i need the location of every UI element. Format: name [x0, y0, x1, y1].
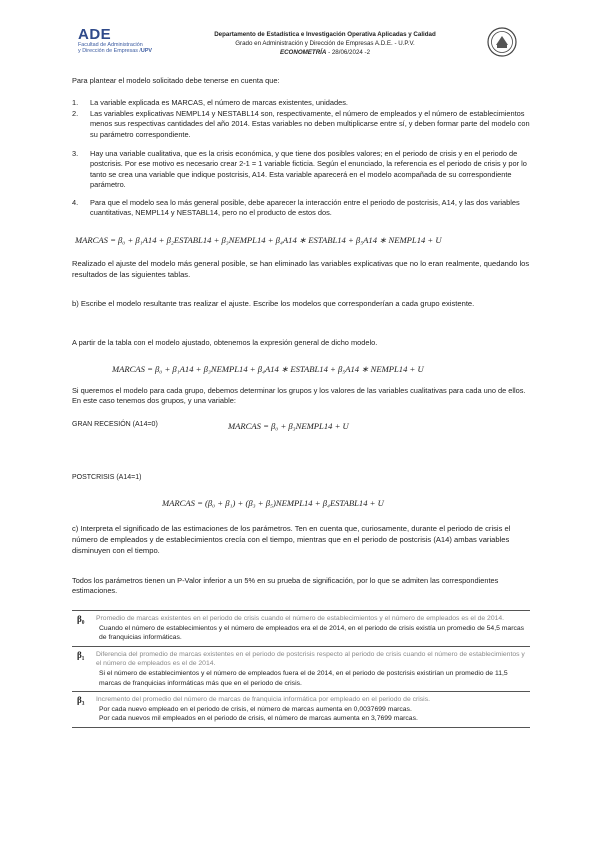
faculty-logo [78, 27, 168, 67]
parameter-symbol: β₀ [77, 614, 85, 624]
logo-ade-text: ADE [78, 26, 112, 43]
group-recession-label: GRAN RECESIÓN (A14=0) [72, 421, 158, 428]
pvalue-paragraph: Todos los parámetros tienen un P-Valor inferior a un 5% en su prueba de significación, por lo que se admiten las correspondientes estimaciones. [72, 576, 499, 596]
item-text-4: Para que el modelo sea lo más general posible, debe aparecer la interacción entre el periodo de postcrisis, A14, y las dos variables cuantitativas, NEMPL14 y NESTABL14, pero no el producto de estos dos. [90, 198, 520, 218]
item-number-3: 3. [72, 149, 79, 158]
question-c: c) Interpreta el significado de las estimaciones de los parámetros. Ten en cuenta que, curiosamente, durante el periodo de crisis el número de empleados y de establecimientos crecía con el tiempo, mientras que en el periodo de postcrisis (A14) ambas variables disminuyen con el tiempo. [72, 524, 511, 555]
logo-subtitle-2: y Dirección de Empresas /UPV [78, 48, 153, 55]
item-text-3: Hay una variable cualitativa, que es la crisis económica, y que tiene dos posibles valores; en el periodo de crisis y en el periodo de postcrisis. Por ese motivo es necesario crear 2-1 = 1 variable ficticia. Según el enunciado, la referencia es el periodo de crisis y por lo tanto se crea una variable que indique postcrisis, A14. Esta variable aparecerá en el modelo acompañada de su correspondiente parámetro. [90, 149, 527, 190]
general-model-formula: MARCAS = β₀ + β₁A14 + β₂ESTABL14 + β₃NEMPL14 + β₄A14 ∗ ESTABL14 + β₅A14 ∗ NEMPL14 + U [75, 235, 442, 245]
item-text-2: Las variables explicativas NEMPL14 y NESTABL14 son, respectivamente, el número de empleados y el número de establecimientos menos sus respectivas cantidades del año 2014. Estas variables no deben multiplicarse entre sí, y deben formar parte del modelo con su parámetro correspondiente. [90, 109, 530, 139]
groups-paragraph: Si queremos el modelo para cada grupo, debemos determinar los grupos y los valores de las variables cualitativas para cada uno de ellos. En este caso tenemos dos grupos, y una variable: [72, 386, 526, 406]
recession-model-formula: MARCAS = β₀ + β₃NEMPL14 + U [228, 421, 349, 431]
department-line: Departamento de Estadística e Investigación Operativa Aplicadas y Calidad [214, 31, 436, 38]
logo-subtitle-1: Facultad de Administración [78, 42, 143, 48]
parameter-symbol: β₁ [77, 649, 85, 660]
parameter-description: Promedio de marcas existentes en el periodo de crisis cuando el número de establecimientos y el número de empleados es el de 2014. [96, 615, 505, 622]
table-row [72, 647, 530, 692]
fitted-model-formula: MARCAS = β₀ + β₁A14 + β₃NEMPL14 + β₄A14 ∗ ESTABL14 + β₅A14 ∗ NEMPL14 + U [112, 364, 424, 374]
parameter-description: Diferencia del promedio de marcas existentes en el periodo de postcrisis respecto al periodo de crisis cuando el número de establecimientos y el número de empleados es el de 2014. [96, 650, 525, 668]
table-cell [96, 692, 530, 727]
university-seal-icon [487, 27, 517, 57]
table-cell [96, 611, 530, 646]
course-date-line: ECONOMETRÍA - 28/06/2024 -2 [279, 49, 371, 56]
table-row [72, 692, 530, 728]
parameter-interpretation: Por cada nuevo empleado en el periodo de crisis, el número de marcas aumenta en 0,0037699 marcas. Por cada nuevos mil empleados en el periodo de crisis, el número de marcas aumenta en 3,7699 marcas. [99, 705, 418, 723]
fitted-model-intro: A partir de la tabla con el modelo ajustado, obtenemos la expresión general de dicho modelo. [72, 338, 378, 347]
postcrisis-model-formula: MARCAS = (β₀ + β₁) + (β₃ + β₅)NEMPL14 + β₄ESTABL14 + U [162, 498, 384, 508]
item-number-2: 2. [72, 109, 79, 118]
parameter-interpretation: Si el número de establecimientos y el número de empleados fuera el de 2014, en el periodo de postcrisis existirían un promedio de 11,5 marcas de franquicias informáticas más que en el periodo de crisis. [99, 669, 508, 687]
intro-text: Para plantear el modelo solicitado debe tenerse en cuenta que: [72, 76, 280, 85]
page-header [175, 30, 475, 57]
question-b: b) Escribe el modelo resultante tras realizar el ajuste. Escribe los modelos que corresponderían a cada grupo existente. [72, 299, 475, 308]
item-number-4: 4. [72, 198, 79, 207]
parameter-interpretation: Cuando el número de establecimientos y el número de empleados era el de 2014, en el periodo de crisis existía un promedio de 54,5 marcas de franquicias informáticas. [99, 624, 525, 642]
degree-line: Grado en Administración y Dirección de Empresas A.D.E. - U.P.V. [235, 40, 415, 47]
item-text-1: La variable explicada es MARCAS, el número de marcas existentes, unidades. [90, 98, 348, 107]
group-postcrisis-label: POSTCRISIS (A14=1) [72, 474, 142, 481]
item-number-1: 1. [72, 98, 79, 107]
table-cell [96, 647, 530, 691]
parameter-symbol: β₃ [77, 695, 85, 706]
table-row [72, 611, 530, 647]
parameter-interpretation-table [72, 610, 530, 728]
adjustment-paragraph: Realizado el ajuste del modelo más general posible, se han eliminado las variables explicativas que no lo eran realmente, quedando los resultados de las siguientes tablas. [72, 259, 530, 279]
parameter-description: Incremento del promedio del número de marcas de franquicia informática por empleado en el periodo de crisis. [96, 696, 430, 704]
